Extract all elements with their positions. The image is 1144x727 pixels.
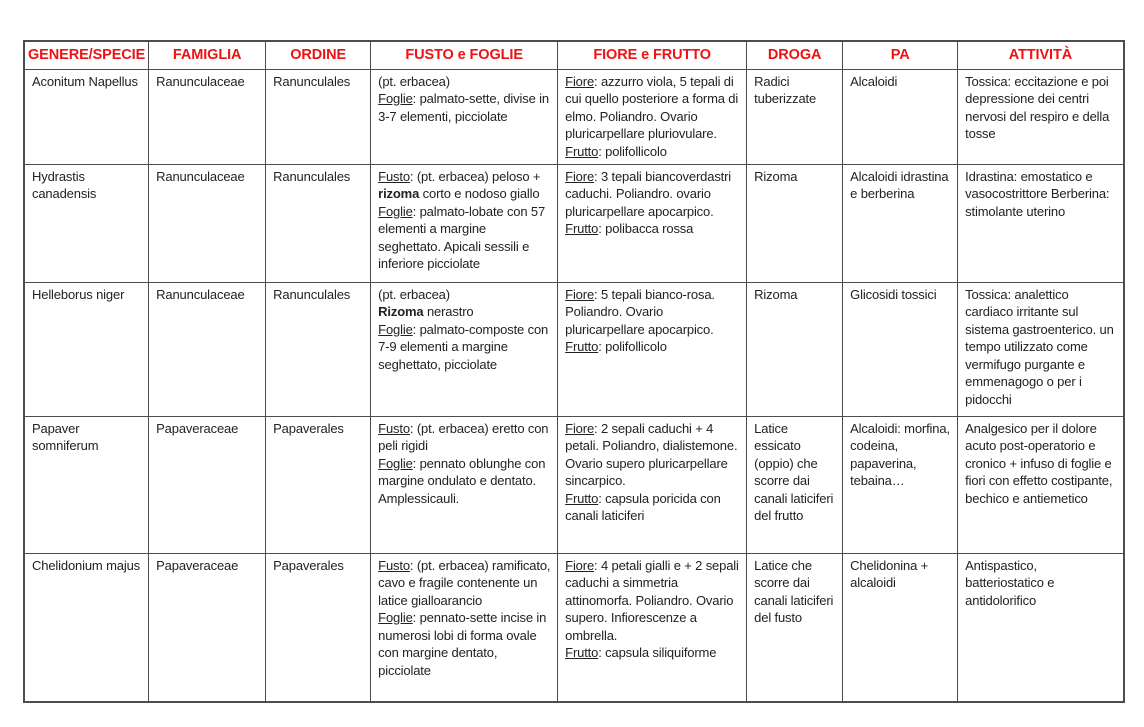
text-run: Aconitum Napellus [32,73,138,89]
text-run: : (pt. erbacea) eretto con peli rigidi [378,420,549,453]
text-run: Frutto [565,221,599,236]
text-run: Ranunculales [273,168,351,184]
text-run: : pennato oblunghe con margine ondulato e dentato. Amplessicauli. [378,455,546,506]
text-run: : azzurro viola, 5 tepali di cui quello posteriore a forma di elmo. Poliandro. Ovario pluricarpellare pluriovulare. [565,73,739,141]
droga-cell [747,164,843,282]
pa-cell [843,164,958,282]
fiore-frutto-cell [558,416,747,553]
text-run: Ranunculaceae [156,286,245,302]
text-run: Ranunculaceae [156,73,245,89]
text-run: : polifollicolo [598,143,667,159]
species-table [23,40,1125,703]
text-run: : palmato-sette, divise in 3-7 elementi, picciolate [378,91,549,124]
text-run: Papaverales [273,557,344,573]
text-run: Papaverales [273,420,344,436]
text-run: Tossica: eccitazione e poi depressione dei centri nervosi del respiro e della tosse [965,73,1110,141]
text-run: Frutto [565,490,599,506]
famiglia-cell [149,553,266,702]
genere-specie-cell [24,69,149,164]
text-run: : 3 tepali biancoverdastri caduchi. Poliandro. ovario pluricarpellare apocarpico. [565,168,732,219]
column-header-attivita: ATTIVITÀ [958,41,1124,69]
fusto-foglie-cell [371,282,558,416]
text-run: Rizoma [754,168,798,184]
text-run: : (pt. erbacea) peloso + [409,168,541,184]
ordine-cell [266,416,371,553]
text-run: nerastro [423,304,474,319]
pa-cell [843,69,958,164]
famiglia-cell [149,416,266,553]
droga-cell [747,69,843,164]
fusto-foglie-cell [371,164,558,282]
fiore-frutto-cell [558,282,747,416]
text-run: Fusto [378,168,410,184]
attivita-cell [958,282,1124,416]
text-run: Tossica: analettico cardiaco irritante sul sistema gastroenterico. un tempo utilizzato come vermifugo purgante e emmenagogo o per i pidocchi [965,286,1114,407]
text-run: : 5 tepali bianco-rosa. Poliandro. Ovario pluricarpellare apocarpico. [565,286,715,337]
fusto-foglie-cell [371,416,558,553]
text-run: : palmato-composte con 7-9 elementi a margine seghettato, picciolate [378,321,549,372]
text-run: Fiore [565,557,595,573]
attivita-cell [958,416,1124,553]
text-run: Latice essicato (oppio) che scorre dai canali laticiferi del frutto [754,420,834,523]
text-run: Foglie [378,321,413,337]
table-row-papaver-somniferum [24,416,1124,553]
table-row-helleborus-niger [24,282,1124,416]
text-run: Papaveraceae [156,420,239,436]
text-run: Foglie [378,203,413,219]
ordine-cell [266,282,371,416]
genere-specie-cell [24,553,149,702]
genere-specie-cell [24,282,149,416]
famiglia-cell [149,282,266,416]
pa-cell [843,553,958,702]
ordine-cell [266,69,371,164]
text-run: : (pt. erbacea) ramificato, cavo e fragile contenente un latice gialloarancio [378,557,551,608]
text-run: Papaveraceae [156,557,239,573]
text-run: Alcaloidi idrastina e berberina [850,168,949,201]
text-run: Ranunculales [273,73,351,89]
fiore-frutto-cell [558,164,747,282]
column-header-fusto-foglie: FUSTO e FOGLIE [371,41,558,69]
column-header-ordine: ORDINE [266,41,371,69]
text-run: Alcaloidi: morfina, codeina, papaverina, tebaina… [850,420,950,488]
table-row-hydrastis-canadensis [24,164,1124,282]
column-header-pa: PA [843,41,958,69]
text-run: Frutto [565,645,599,660]
text-run: : 2 sepali caduchi + 4 petali. Poliandro, dialistemone. Ovario supero pluricarpellare sincarpico. [565,420,738,488]
text-run: Fusto [378,557,410,573]
text-run: Helleborus niger [32,286,125,302]
text-run: Analgesico per il dolore acuto post-operatorio e cronico + infuso di foglie e fiori con effetto costipante, bechico e antiemetico [965,420,1113,506]
attivita-cell [958,164,1124,282]
attivita-cell [958,553,1124,702]
fusto-foglie-cell [371,553,558,702]
header-row [24,41,1124,69]
text-run: Fiore [565,420,595,436]
genere-specie-cell [24,164,149,282]
pa-cell [843,282,958,416]
table-row-chelidonium-majus [24,553,1124,702]
text-run: Antispastico, batteriostatico e antidolorifico [965,557,1055,608]
text-run: Glicosidi tossici [850,286,937,302]
text-run: Radici tuberizzate [754,73,817,106]
famiglia-cell [149,164,266,282]
text-run: Fiore [565,73,595,89]
text-run: : capsula siliquiforme [598,645,717,660]
text-run: : palmato-lobate con 57 elementi a margine seghettato. Apicali sessili e inferiore picciolate [378,203,546,271]
column-header-genere-specie: GENERE/SPECIE [24,41,149,69]
genere-specie-cell [24,416,149,553]
text-run: corto e nodoso giallo [419,186,540,201]
text-run: rizoma [378,186,420,201]
text-run: Chelidonina + alcaloidi [850,557,929,590]
text-run: : polifollicolo [598,339,667,354]
text-run: Foglie [378,91,413,106]
text-run: Hydrastis canadensis [32,168,97,201]
column-header-droga: DROGA [747,41,843,69]
text-run: Latice che scorre dai canali laticiferi del fusto [754,557,834,625]
fusto-foglie-cell [371,69,558,164]
text-run: Rizoma [378,304,424,319]
text-run: Frutto [565,143,599,159]
text-run: Fiore [565,168,595,184]
text-run: Chelidonium majus [32,557,141,573]
text-run: Foglie [378,610,413,625]
column-header-famiglia: FAMIGLIA [149,41,266,69]
text-run: : 4 petali gialli e + 2 sepali caduchi a simmetria attinomorfa. Poliandro. Ovario supero. Infiorescenze a ombrella. [565,557,739,643]
text-run: Idrastina: emostatico e vasocostrittore Berberina: stimolante uterino [965,168,1110,219]
ordine-cell [266,553,371,702]
text-run: Rizoma [754,286,798,302]
text-run: Fiore [565,286,595,302]
text-run: Papaver somniferum [32,420,99,453]
text-run: : pennato-sette incise in numerosi lobi di forma ovale con margine dentato, picciolate [378,610,547,678]
text-run: Ranunculaceae [156,168,245,184]
ordine-cell [266,164,371,282]
droga-cell [747,282,843,416]
text-run: (pt. erbacea) [378,73,450,89]
famiglia-cell [149,69,266,164]
text-run: : capsula poricida con canali laticiferi [565,490,721,523]
fiore-frutto-cell [558,69,747,164]
text-run: Frutto [565,339,599,354]
table-row-aconitum-napellus [24,69,1124,164]
pa-cell [843,416,958,553]
text-run: Fusto [378,420,410,436]
attivita-cell [958,69,1124,164]
column-header-fiore-frutto: FIORE e FRUTTO [558,41,747,69]
table-head [24,41,1124,69]
text-run: : polibacca rossa [598,221,694,236]
droga-cell [747,416,843,553]
text-run: Alcaloidi [850,73,898,89]
text-run: (pt. erbacea) [378,286,450,302]
text-run: Foglie [378,455,413,471]
fiore-frutto-cell [558,553,747,702]
text-run: Ranunculales [273,286,351,302]
droga-cell [747,553,843,702]
table-body [24,69,1124,702]
